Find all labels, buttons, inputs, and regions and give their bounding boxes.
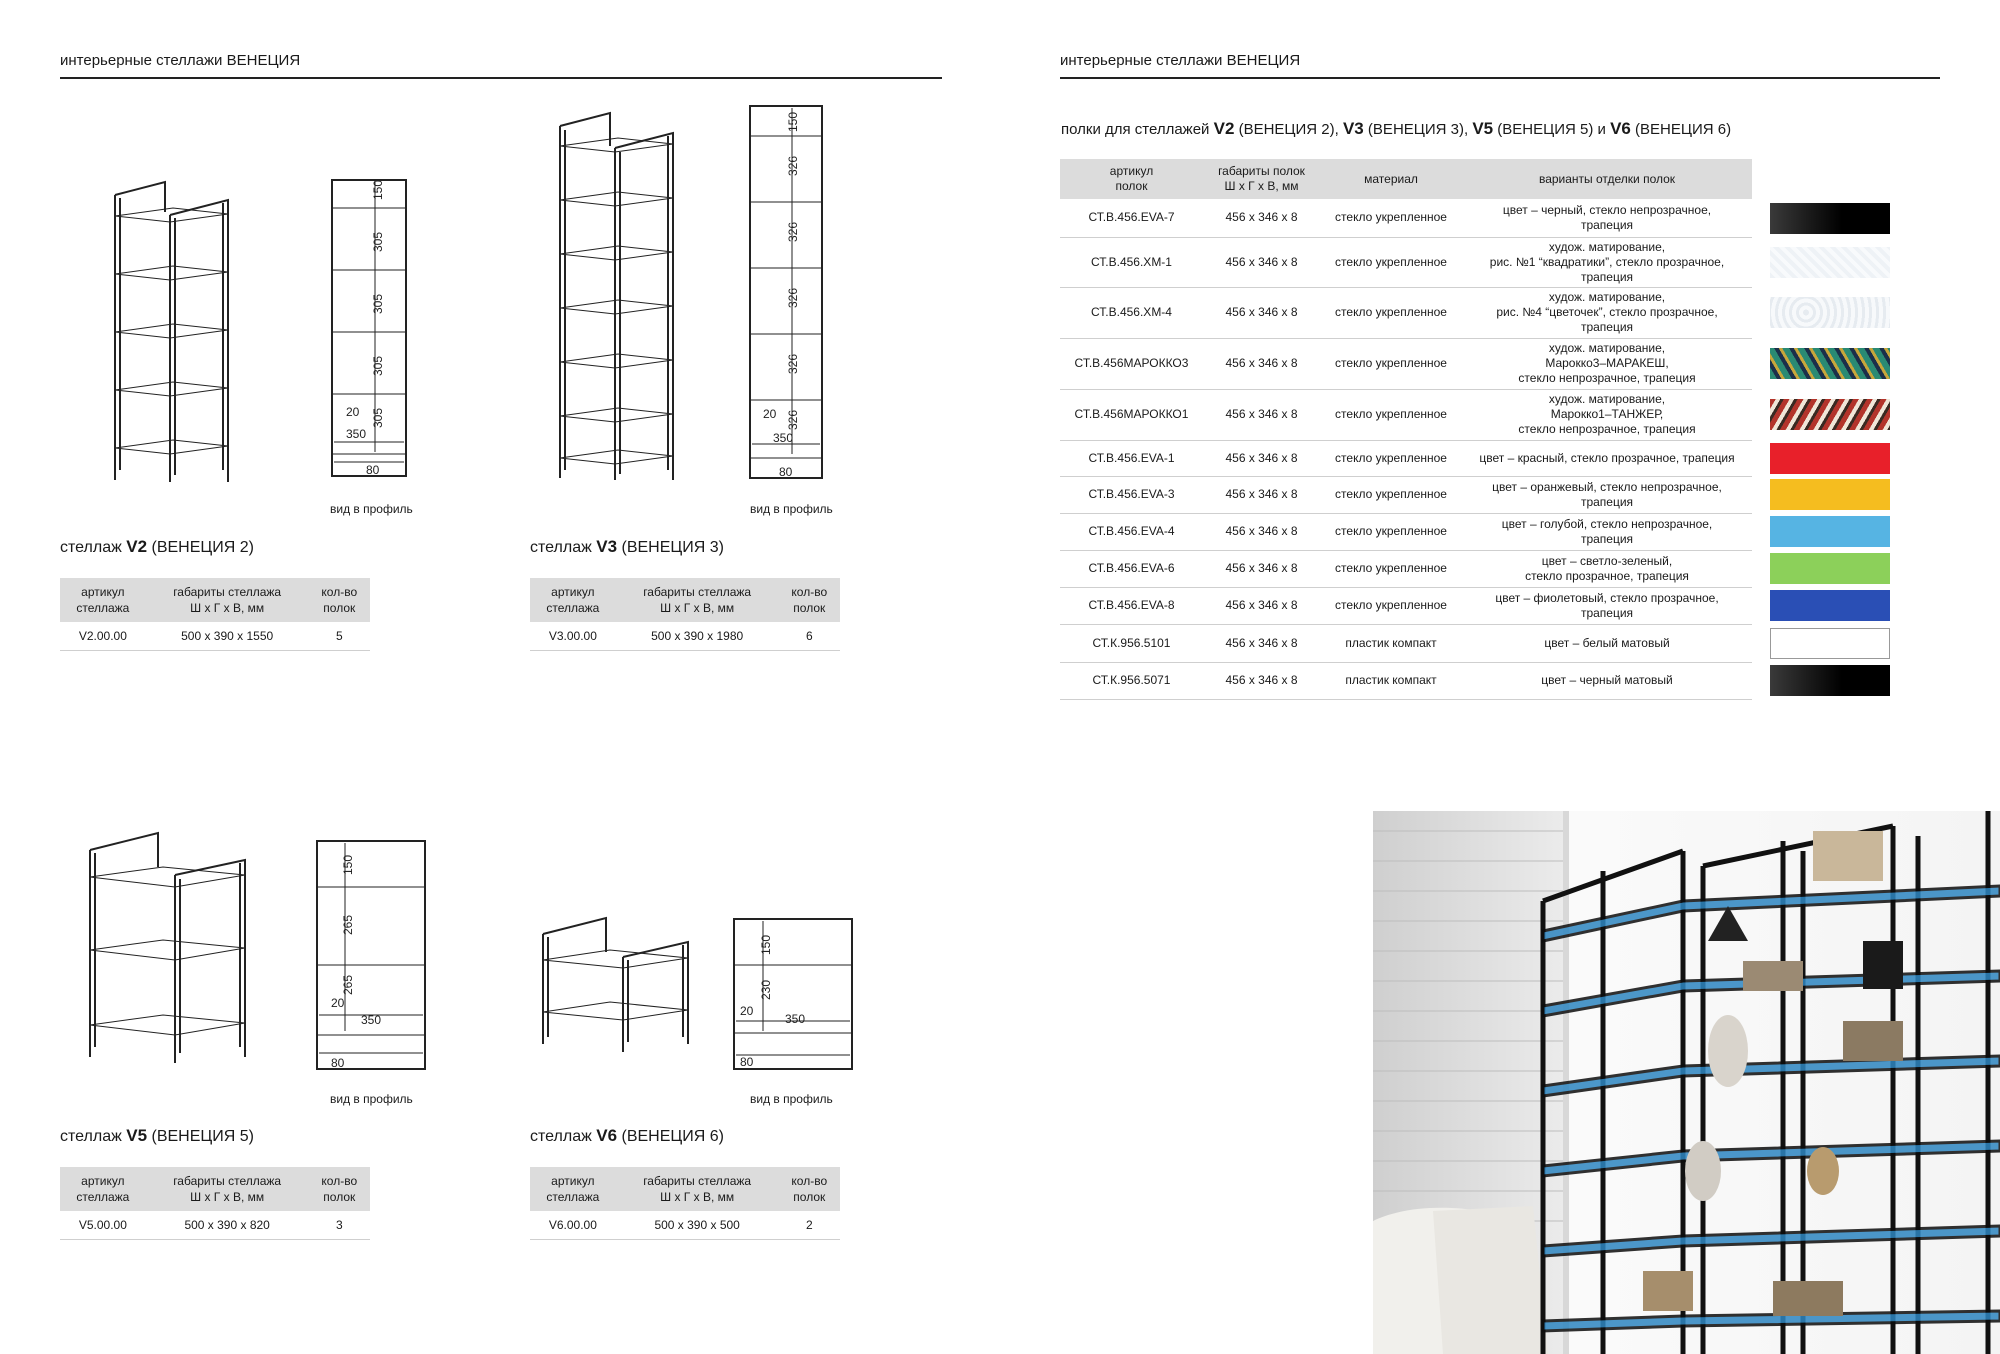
shelf-finish-line: трапеция [1580, 320, 1634, 334]
shelves-subtitle [1061, 119, 1731, 139]
v3-spec-table [530, 578, 840, 651]
shelf-material: пластик компакт [1320, 624, 1462, 662]
table-row [1060, 587, 1752, 624]
shelf-material: стекло укрепленное [1320, 476, 1462, 513]
v5-article: V5.00.00 [60, 1211, 146, 1240]
shelf-finish [1462, 476, 1752, 513]
subtitle-v6: V6 [1610, 119, 1631, 138]
v2-count: 5 [309, 622, 370, 651]
v2-title-prefix: стеллаж [60, 539, 122, 556]
shelf-article: СТ.В.456.ХМ-1 [1060, 237, 1203, 287]
v3-header-article: артикул стеллажа [530, 578, 616, 622]
shelf-finish [1462, 662, 1752, 699]
shelf-finish-line: цвет – фиолетовый, стекло прозрачное, [1495, 590, 1719, 605]
shelf-finish-line: цвет – голубой, стекло непрозрачное, [1501, 516, 1713, 531]
v3-dim-offset: 20 [763, 407, 777, 421]
finish-swatch [1770, 399, 1890, 430]
subtitle-v5: V5 [1472, 119, 1494, 138]
shelf-finish-line: трапеция [1580, 605, 1634, 620]
shelf-finish-line: рис. №1 “квадратики”, стекло прозрачное, [1489, 254, 1725, 269]
v6-profile-caption: вид в профиль [750, 1092, 833, 1106]
shelf-material: стекло укрепленное [1320, 199, 1462, 237]
v5-header-count: кол-во полок [309, 1167, 370, 1211]
shelf-material: стекло укрепленное [1320, 513, 1462, 550]
v2-profile-drawing [320, 172, 440, 488]
v2-profile-caption: вид в профиль [330, 502, 413, 516]
shelf-material: стекло укрепленное [1320, 550, 1462, 587]
subtitle-v3: V3 [1342, 119, 1364, 138]
left-header-rule [60, 77, 942, 79]
v5-profile-drawing [305, 835, 435, 1075]
v3-dim-2: 326 [786, 221, 800, 242]
shelf-material: пластик компакт [1320, 662, 1462, 699]
shelf-dims: 456 x 346 x 8 [1203, 338, 1320, 389]
shelves-header-article: артикул полок [1060, 159, 1203, 199]
table-row [1060, 287, 1752, 338]
v2-dim-4: 305 [371, 407, 385, 428]
v6-article: V6.00.00 [530, 1211, 616, 1240]
v2-header-count: кол-во полок [309, 578, 370, 622]
shelf-article: СТ.В.456.ХМ-4 [1060, 287, 1203, 338]
v5-code: V5 [126, 1126, 148, 1145]
subtitle-v3-name: (ВЕНЕЦИЯ 3), [1363, 121, 1473, 138]
v6-code: V6 [596, 1126, 618, 1145]
v2-dims: 500 x 390 x 1550 [146, 622, 309, 651]
table-row [1060, 476, 1752, 513]
v6-dim-top: 150 [759, 934, 773, 955]
v2-spec-table [60, 578, 370, 651]
v2-title [60, 537, 254, 557]
shelf-finish-line: худож. матирование, [1548, 290, 1666, 304]
v2-header-article: артикул стеллажа [60, 578, 146, 622]
v3-title-suffix: (ВЕНЕЦИЯ 3) [617, 539, 724, 556]
v2-dim-top: 150 [371, 179, 385, 200]
shelf-finish [1462, 587, 1752, 624]
v6-count: 2 [779, 1211, 840, 1240]
v2-dim-2: 305 [371, 293, 385, 314]
shelf-finish-line: рис. №4 “цветочек”, стекло прозрачное, [1496, 305, 1718, 319]
v3-profile-caption: вид в профиль [750, 502, 833, 516]
table-row [60, 622, 370, 651]
interior-photo-illustration [1373, 811, 2000, 1354]
v2-title-suffix: (ВЕНЕЦИЯ 2) [147, 539, 254, 556]
shelf-article: СТ.В.456.EVA-7 [1060, 199, 1203, 237]
shelf-finish [1462, 199, 1752, 237]
shelf-finish-line: трапеция [1580, 217, 1634, 232]
v6-dims: 500 x 390 x 500 [616, 1211, 779, 1240]
shelf-material: стекло укрепленное [1320, 587, 1462, 624]
v5-spec-table [60, 1167, 370, 1240]
finish-swatch [1770, 247, 1890, 278]
v5-dim-depth: 350 [361, 1013, 382, 1027]
shelf-finish-line: цвет – черный, стекло непрозрачное, [1502, 202, 1712, 217]
shelf-finish-line: Марокко3–МАРАКЕШ, [1545, 356, 1669, 370]
table-row [1060, 199, 1752, 237]
finish-swatch [1770, 479, 1890, 510]
v2-dim-1: 305 [371, 231, 385, 252]
v6-profile-drawing [728, 915, 858, 1075]
shelf-finish-line: стекло непрозрачное, трапеция [1518, 422, 1696, 436]
v5-count: 3 [309, 1211, 370, 1240]
v2-article: V2.00.00 [60, 622, 146, 651]
shelf-article: СТ.К.956.5071 [1060, 662, 1203, 699]
shelf-finish-line: худож. матирование, [1548, 239, 1666, 254]
v3-profile-drawing [735, 104, 835, 488]
shelf-article: СТ.В.456.EVA-4 [1060, 513, 1203, 550]
interior-photo [1373, 811, 2000, 1354]
shelf-finish-line: стекло прозрачное, трапеция [1525, 568, 1689, 583]
shelf-article: СТ.В.456.EVA-8 [1060, 587, 1203, 624]
v3-article: V3.00.00 [530, 622, 616, 651]
v3-header-dims: габариты стеллажа Ш x Г x В, мм [616, 578, 779, 622]
table-row [1060, 389, 1752, 440]
right-page-header: интерьерные стеллажи ВЕНЕЦИЯ [1060, 52, 1301, 69]
shelf-article: СТ.В.456МАРОККО1 [1060, 389, 1203, 440]
v3-code: V3 [596, 537, 618, 556]
table-row [530, 1211, 840, 1240]
shelf-dims: 456 x 346 x 8 [1203, 389, 1320, 440]
shelf-finish-line: цвет – светло-зеленый, [1541, 553, 1673, 568]
subtitle-v2: V2 [1213, 119, 1235, 138]
v6-header-article: артикул стеллажа [530, 1167, 616, 1211]
v2-perspective-drawing [100, 170, 260, 490]
v3-dim-3: 326 [786, 287, 800, 308]
table-row [1060, 338, 1752, 389]
shelves-header-dims: габариты полок Ш x Г x В, мм [1203, 159, 1320, 199]
table-row [60, 1211, 370, 1240]
v3-dim-top: 150 [786, 111, 800, 132]
finish-swatch [1770, 665, 1890, 696]
v6-spec-table [530, 1167, 840, 1240]
shelf-dims: 456 x 346 x 8 [1203, 662, 1320, 699]
right-header-rule [1060, 77, 1940, 79]
v5-title-suffix: (ВЕНЕЦИЯ 5) [147, 1128, 254, 1145]
left-page-header: интерьерные стеллажи ВЕНЕЦИЯ [60, 52, 301, 69]
v5-title [60, 1126, 254, 1146]
shelves-table [1060, 159, 1752, 700]
shelf-finish-line: худож. матирование, [1548, 341, 1666, 355]
v3-count: 6 [779, 622, 840, 651]
v6-title-suffix: (ВЕНЕЦИЯ 6) [617, 1128, 724, 1145]
shelf-finish [1462, 513, 1752, 550]
shelf-material: стекло укрепленное [1320, 338, 1462, 389]
shelf-material: стекло укрепленное [1320, 237, 1462, 287]
v2-code: V2 [126, 537, 148, 556]
shelf-material: стекло укрепленное [1320, 440, 1462, 476]
v2-dim-base: 80 [366, 463, 380, 477]
finish-swatch [1770, 443, 1890, 474]
shelf-finish [1462, 389, 1752, 440]
table-row [1060, 662, 1752, 699]
table-row [1060, 440, 1752, 476]
shelf-finish-line: Марокко1–ТАНЖЕР, [1550, 407, 1664, 421]
v2-dim-offset: 20 [346, 405, 360, 419]
shelf-finish-line: трапеция [1580, 269, 1634, 284]
table-row [1060, 550, 1752, 587]
v6-header-count: кол-во полок [779, 1167, 840, 1211]
shelf-dims: 456 x 346 x 8 [1203, 587, 1320, 624]
finish-swatch [1770, 203, 1890, 234]
shelf-finish [1462, 624, 1752, 662]
v5-dims: 500 x 390 x 820 [146, 1211, 309, 1240]
finish-swatch [1770, 348, 1890, 379]
shelf-material: стекло укрепленное [1320, 389, 1462, 440]
shelf-dims: 456 x 346 x 8 [1203, 287, 1320, 338]
v5-dim-base: 80 [331, 1056, 345, 1070]
shelf-finish-line: цвет – красный, стекло прозрачное, трапеция [1479, 450, 1735, 465]
finish-swatch [1770, 297, 1890, 328]
v6-dim-1: 230 [759, 979, 773, 1000]
shelf-dims: 456 x 346 x 8 [1203, 237, 1320, 287]
v3-dims: 500 x 390 x 1980 [616, 622, 779, 651]
shelf-finish-line: худож. матирование, [1548, 392, 1666, 406]
table-row [1060, 237, 1752, 287]
subtitle-prefix: полки для стеллажей [1061, 121, 1214, 138]
shelf-dims: 456 x 346 x 8 [1203, 476, 1320, 513]
v3-perspective-drawing [555, 108, 685, 488]
subtitle-v2-name: (ВЕНЕЦИЯ 2), [1234, 121, 1343, 138]
finish-swatch [1770, 516, 1890, 547]
subtitle-v6-name: (ВЕНЕЦИЯ 6) [1630, 121, 1732, 138]
v6-dim-base: 80 [740, 1055, 754, 1069]
v5-title-prefix: стеллаж [60, 1128, 122, 1145]
subtitle-v5-name: (ВЕНЕЦИЯ 5) и [1493, 121, 1611, 138]
v3-title [530, 537, 724, 557]
shelf-dims: 456 x 346 x 8 [1203, 513, 1320, 550]
v2-dim-3: 305 [371, 355, 385, 376]
shelf-finish-line: трапеция [1580, 494, 1634, 509]
shelf-finish-line: стекло непрозрачное, трапеция [1518, 371, 1696, 385]
v5-perspective-drawing [85, 825, 255, 1075]
finish-swatch [1770, 553, 1890, 584]
v6-header-dims: габариты стеллажа Ш x Г x В, мм [616, 1167, 779, 1211]
table-row [1060, 513, 1752, 550]
shelf-finish [1462, 550, 1752, 587]
v6-dim-offset: 20 [740, 1004, 754, 1018]
shelf-material: стекло укрепленное [1320, 287, 1462, 338]
v3-dim-4: 326 [786, 353, 800, 374]
shelf-finish [1462, 338, 1752, 389]
shelf-article: СТ.К.956.5101 [1060, 624, 1203, 662]
finish-swatch [1770, 590, 1890, 621]
shelf-dims: 456 x 346 x 8 [1203, 624, 1320, 662]
v2-dim-depth: 350 [346, 427, 367, 441]
v6-perspective-drawing [538, 912, 698, 1072]
v5-dim-1: 265 [341, 914, 355, 935]
table-row [530, 622, 840, 651]
v2-header-dims: габариты стеллажа Ш x Г x В, мм [146, 578, 309, 622]
v3-dim-base: 80 [779, 465, 793, 479]
shelves-header-finish: варианты отделки полок [1462, 159, 1752, 199]
shelf-finish-line: трапеция [1580, 531, 1634, 546]
v3-title-prefix: стеллаж [530, 539, 592, 556]
v5-dim-top: 150 [341, 854, 355, 875]
v6-title [530, 1126, 724, 1146]
v5-dim-offset: 20 [331, 996, 345, 1010]
shelf-finish [1462, 237, 1752, 287]
shelf-finish-line: цвет – черный матовый [1541, 673, 1673, 687]
shelf-article: СТ.В.456.EVA-6 [1060, 550, 1203, 587]
shelf-article: СТ.В.456.EVA-1 [1060, 440, 1203, 476]
v6-dim-depth: 350 [785, 1012, 806, 1026]
shelf-dims: 456 x 346 x 8 [1203, 440, 1320, 476]
v5-profile-caption: вид в профиль [330, 1092, 413, 1106]
finish-swatch [1770, 628, 1890, 659]
v3-dim-depth: 350 [773, 431, 794, 445]
shelf-finish [1462, 440, 1752, 476]
shelves-header-material: материал [1320, 159, 1462, 199]
v5-header-article: артикул стеллажа [60, 1167, 146, 1211]
table-row [1060, 624, 1752, 662]
v6-title-prefix: стеллаж [530, 1128, 592, 1145]
shelf-dims: 456 x 346 x 8 [1203, 550, 1320, 587]
shelf-article: СТ.В.456.EVA-3 [1060, 476, 1203, 513]
shelf-finish-line: цвет – белый матовый [1544, 635, 1670, 650]
shelf-finish [1462, 287, 1752, 338]
shelf-article: СТ.В.456МАРОККО3 [1060, 338, 1203, 389]
v3-dim-5: 326 [786, 409, 800, 430]
v3-header-count: кол-во полок [779, 578, 840, 622]
v5-header-dims: габариты стеллажа Ш x Г x В, мм [146, 1167, 309, 1211]
shelf-dims: 456 x 346 x 8 [1203, 199, 1320, 237]
v5-dim-2: 265 [341, 974, 355, 995]
v3-dim-1: 326 [786, 155, 800, 176]
shelf-finish-line: цвет – оранжевый, стекло непрозрачное, [1492, 479, 1722, 494]
